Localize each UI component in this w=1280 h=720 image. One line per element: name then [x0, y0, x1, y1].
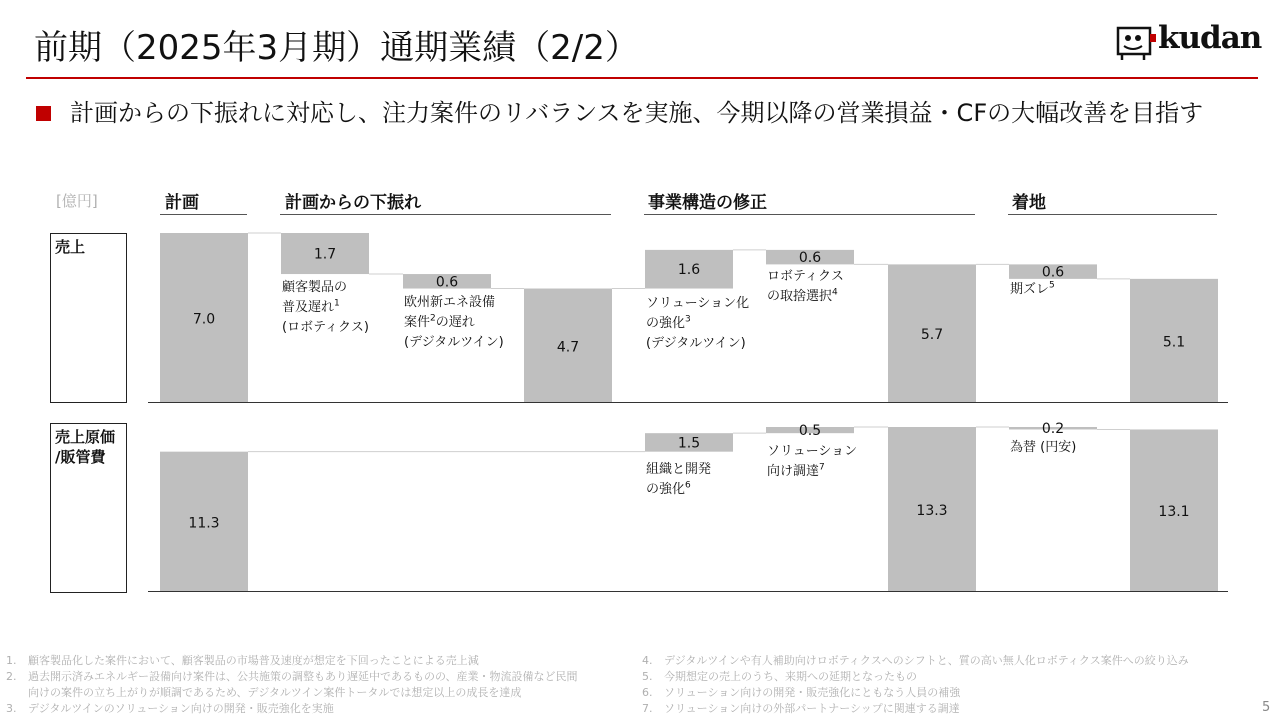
footnote-4-text: デジタルツインや有人補助向けロボティクスへのシフトと、質の高い無人化ロボティクス案件への絞り込み	[664, 654, 1189, 667]
section-plan: 計画	[165, 193, 199, 213]
chart2-label-4: 0.2	[1041, 421, 1065, 438]
annotation-org-dev-sup: 6	[685, 480, 691, 491]
annotation-solution-tail: (デジタルツイン)	[646, 336, 746, 351]
section-downside: 計画からの下振れ	[285, 193, 421, 213]
annotation-fx	[1010, 438, 1076, 458]
footnote-5	[642, 669, 1189, 685]
annotation-eu-energy	[404, 293, 504, 353]
footnote-4	[642, 653, 1189, 669]
row-label-sales-text: 売上	[55, 238, 86, 256]
chart1-label-2: 0.6	[435, 274, 459, 291]
annotation-eu-energy-tail: の遅れ (デジタルツイン)	[404, 315, 504, 350]
footnotes-left	[6, 653, 578, 717]
annotation-solution-sup: 3	[685, 314, 691, 325]
footnote-2-text: 過去開示済みエネルギー設備向け案件は、公共施策の調整もあり遅延中であるものの、産業・物流設備など民間	[28, 670, 578, 683]
chart2-label-0: 11.3	[188, 515, 220, 532]
section-landing: 着地	[1012, 193, 1046, 213]
footnote-6	[642, 685, 1189, 701]
chart1-label-4: 1.6	[677, 262, 701, 279]
footnote-1-num: 1.	[6, 654, 17, 667]
chart2-label-2: 0.5	[798, 423, 822, 440]
annotation-customer-delay-sup: 1	[334, 298, 340, 309]
chart1-label-8: 5.1	[1162, 334, 1186, 351]
unit-label: [億円]	[56, 192, 98, 210]
footnote-5-text: 今期想定の売上のうち、来期への延期となったもの	[664, 670, 917, 683]
footnote-7-num: 7.	[642, 702, 653, 715]
chart1-label-6: 5.7	[920, 327, 944, 344]
annotation-solution-procure-sup: 7	[819, 462, 825, 473]
footnote-2-cont	[6, 685, 578, 701]
annotation-solution-procure	[767, 442, 857, 482]
page-title: 前期（2025年3月期）通期業績（2/2）	[34, 28, 639, 68]
annotation-robotics-select-sup: 4	[832, 287, 838, 298]
chart2-label-5: 13.1	[1158, 504, 1190, 521]
annotation-fx-text: 為替 (円安)	[1010, 440, 1077, 455]
annotation-eu-energy-sup: 2	[430, 313, 436, 324]
row-label-cost-line1: 売上原価	[55, 428, 116, 446]
chart2-label-3: 13.3	[916, 503, 948, 519]
annotation-org-dev-text: 組織と開発 の強化	[646, 462, 712, 497]
annotation-solution-procure-text: ソリューション 向け調達	[767, 444, 858, 479]
annotation-period-shift-sup: 5	[1049, 280, 1055, 291]
annotation-customer-delay	[282, 278, 369, 338]
footnote-1	[6, 653, 578, 669]
annotation-period-shift	[1010, 280, 1055, 300]
footnote-5-num: 5.	[642, 670, 653, 683]
footnotes-right	[642, 653, 1189, 717]
annotation-solution	[646, 294, 749, 354]
footnote-1-text: 顧客製品化した案件において、顧客製品の市場普及速度が想定を下回ったことによる売上減	[28, 654, 479, 667]
annotation-solution-text: ソリューション化 の強化	[646, 296, 750, 331]
chart1-label-1: 1.7	[313, 246, 337, 263]
annotation-eu-energy-text: 欧州新エネ設備 案件	[404, 295, 496, 330]
chart2-label-1: 1.5	[677, 435, 701, 452]
page-number: 5	[1262, 700, 1271, 715]
footnote-6-num: 6.	[642, 686, 653, 699]
footnote-3-num: 3.	[6, 702, 17, 715]
footnote-3-text: デジタルツインのソリューション向けの開発・販売強化を実施	[28, 702, 334, 715]
chart1-label-7: 0.6	[1041, 264, 1065, 281]
footnote-2	[6, 669, 578, 685]
annotation-robotics-select	[767, 267, 844, 307]
chart1-label-3: 4.7	[556, 339, 580, 356]
subtitle: 計画からの下振れに対応し、注力案件のリバランスを実施、今期以降の営業損益・CFの大幅改善を目指す	[70, 99, 1204, 127]
annotation-customer-delay-tail: (ロボティクス)	[282, 320, 369, 335]
logo-text: kudan	[1158, 20, 1262, 56]
footnote-7-text: ソリューション向けの外部パートナーシップに関連する調達	[664, 702, 960, 715]
annotation-customer-delay-text: 顧客製品の 普及遅れ	[282, 280, 348, 315]
chart1-label-0: 7.0	[192, 311, 216, 328]
annotation-period-shift-text: 期ズレ	[1010, 282, 1050, 297]
footnote-7	[642, 701, 1189, 717]
chart1-label-5: 0.6	[798, 250, 822, 267]
row-label-cost-line2: /販管費	[55, 448, 106, 466]
footnote-4-num: 4.	[642, 654, 653, 667]
annotation-org-dev	[646, 460, 711, 500]
section-restructure: 事業構造の修正	[648, 193, 767, 213]
footnote-6-text: ソリューション向けの開発・販売強化にともなう人員の補強	[664, 686, 961, 699]
footnote-2-cont-text: 向けの案件の立ち上がりが順調であるため、デジタルツイン案件トータルでは想定以上の成長を達成	[28, 686, 522, 699]
annotation-robotics-select-text: ロボティクス の取捨選択	[767, 269, 844, 304]
footnote-3	[6, 701, 578, 717]
footnote-2-num: 2.	[6, 670, 17, 683]
